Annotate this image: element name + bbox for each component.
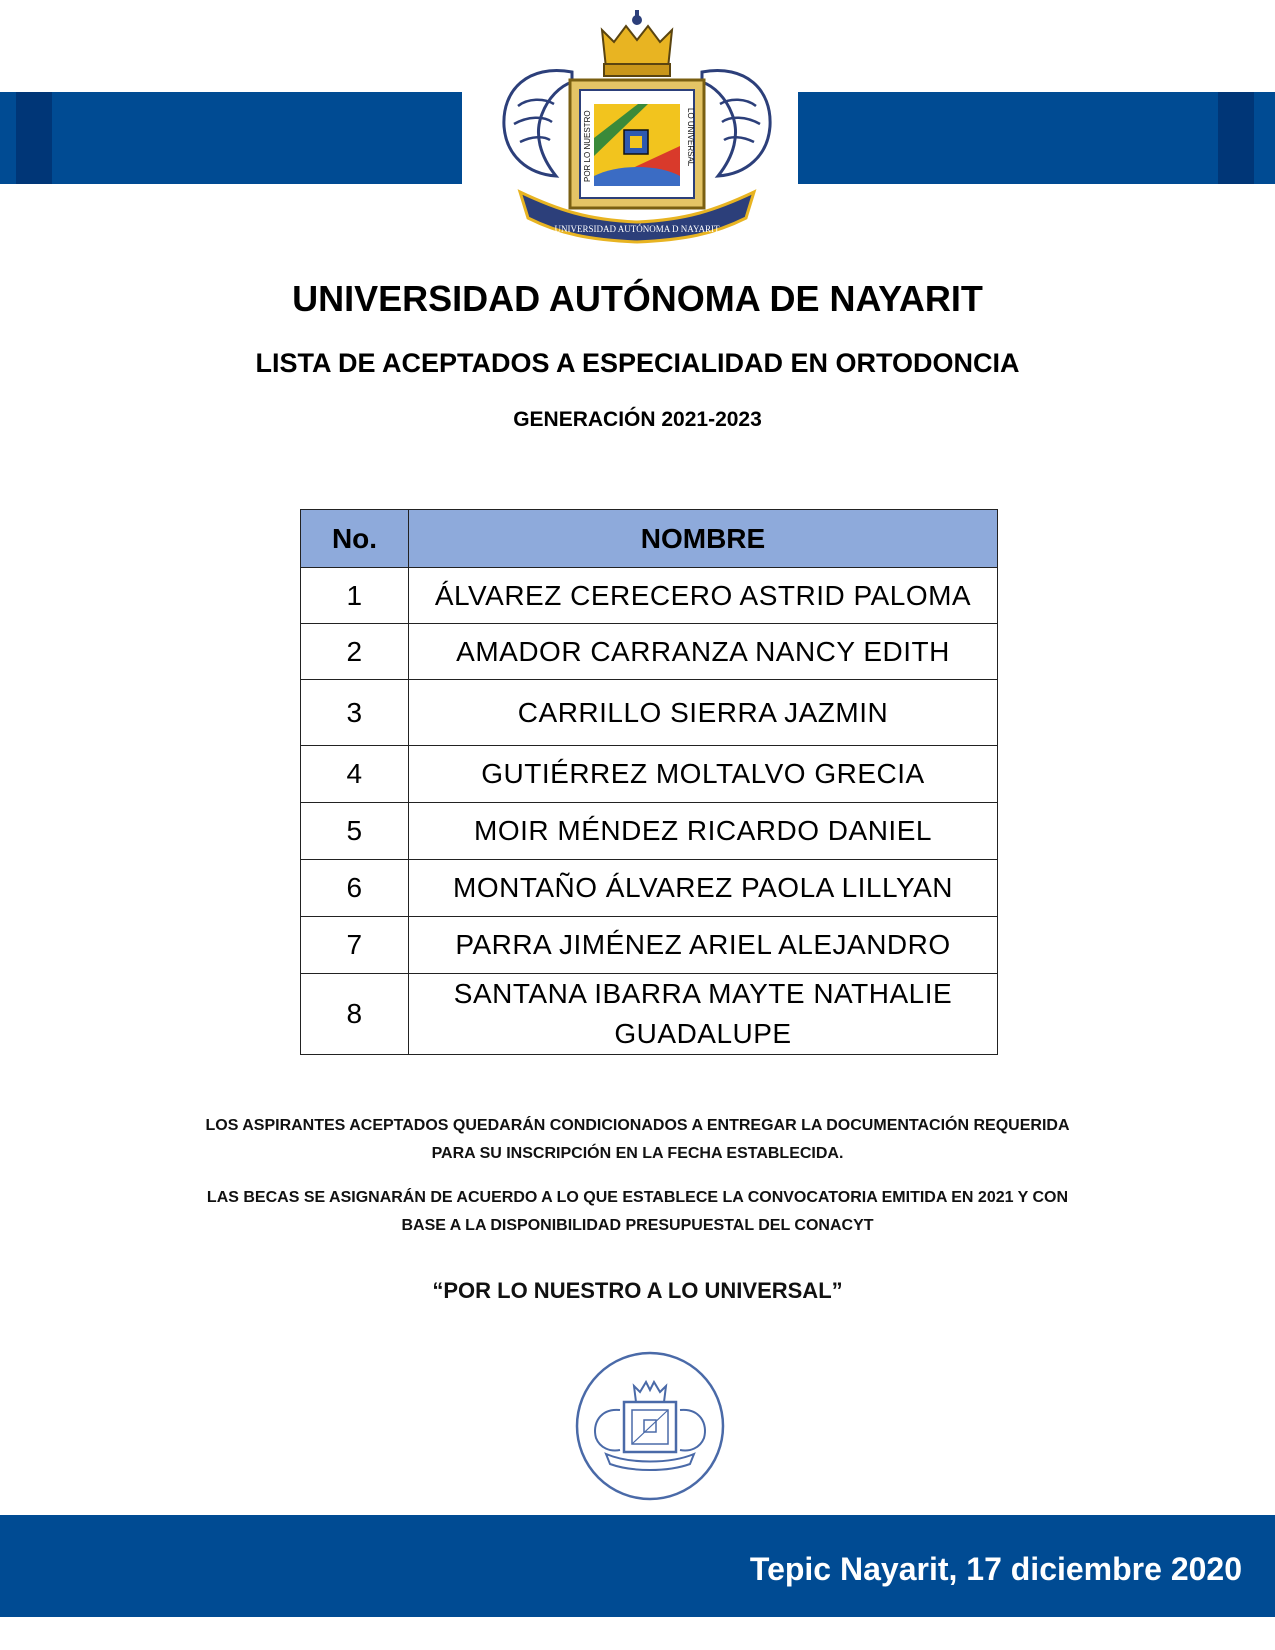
row-name: CARRILLO SIERRA JAZMIN (409, 680, 998, 746)
note-line: BASE A LA DISPONIBILIDAD PRESUPUESTAL DEL CONACYT (401, 1217, 874, 1234)
row-name-line: GUADALUPE (614, 1018, 792, 1049)
university-crest-icon (498, 6, 776, 252)
crest-motto-right: LO UNIVERSAL (686, 108, 695, 167)
note-line: LOS ASPIRANTES ACEPTADOS QUEDARÁN CONDICIONADOS A ENTREGAR LA DOCUMENTACIÓN REQUERIDA (205, 1117, 1070, 1134)
table-row (301, 974, 998, 1055)
row-number: 1 (301, 568, 409, 624)
conditions-note (150, 1112, 1125, 1168)
note-line: LAS BECAS SE ASIGNARÁN DE ACUERDO A LO QUE ESTABLECE LA CONVOCATORIA EMITIDA EN 2021 Y CON (206, 1189, 1069, 1206)
place-date: Tepic Nayarit, 17 diciembre 2020 (749, 1551, 1242, 1587)
row-name: GUTIÉRREZ MOLTALVO GRECIA (409, 746, 998, 803)
table-row (301, 568, 998, 624)
row-number: 8 (301, 974, 409, 1055)
row-number: 4 (301, 746, 409, 803)
row-name: MONTAÑO ÁLVAREZ PAOLA LILLYAN (409, 860, 998, 917)
crest-motto-left: POR LO NUESTRO (583, 110, 592, 182)
row-number: 2 (301, 624, 409, 680)
column-header-name: NOMBRE (409, 510, 998, 568)
table-row (301, 746, 998, 803)
table-row (301, 917, 998, 974)
university-seal-icon (574, 1350, 726, 1502)
footer-band (0, 1515, 1275, 1617)
table-row (301, 680, 998, 746)
column-header-number: No. (301, 510, 409, 568)
header-band-right (798, 92, 1275, 184)
row-number: 7 (301, 917, 409, 974)
table-row (301, 860, 998, 917)
header-band-left (0, 92, 462, 184)
row-name: MOIR MÉNDEZ RICARDO DANIEL (409, 803, 998, 860)
header-band-stripe (16, 92, 52, 184)
motto: “POR LO NUESTRO A LO UNIVERSAL” (432, 1278, 843, 1303)
row-number: 6 (301, 860, 409, 917)
row-name: PARRA JIMÉNEZ ARIEL ALEJANDRO (409, 917, 998, 974)
row-name: AMADOR CARRANZA NANCY EDITH (409, 624, 998, 680)
row-name-line: SANTANA IBARRA MAYTE NATHALIE (453, 978, 953, 1009)
page-title: UNIVERSIDAD AUTÓNOMA DE NAYARIT (292, 278, 983, 319)
row-number: 3 (301, 680, 409, 746)
table-header-row (301, 510, 998, 568)
table-row (301, 803, 998, 860)
list-title: LISTA DE ACEPTADOS A ESPECIALIDAD EN ORTODONCIA (255, 348, 1020, 378)
generation-title: GENERACIÓN 2021-2023 (513, 408, 762, 431)
accepted-list-table (300, 509, 998, 1055)
scholarships-note (150, 1184, 1125, 1240)
crest-ribbon-text: UNIVERSIDAD AUTÓNOMA D NAYARIT (554, 224, 720, 234)
row-name (409, 974, 998, 1055)
table-row (301, 624, 998, 680)
row-number: 5 (301, 803, 409, 860)
note-line: PARA SU INSCRIPCIÓN EN LA FECHA ESTABLECIDA. (431, 1145, 844, 1162)
header-band-stripe (1218, 92, 1254, 184)
row-name: ÁLVAREZ CERECERO ASTRID PALOMA (409, 568, 998, 624)
